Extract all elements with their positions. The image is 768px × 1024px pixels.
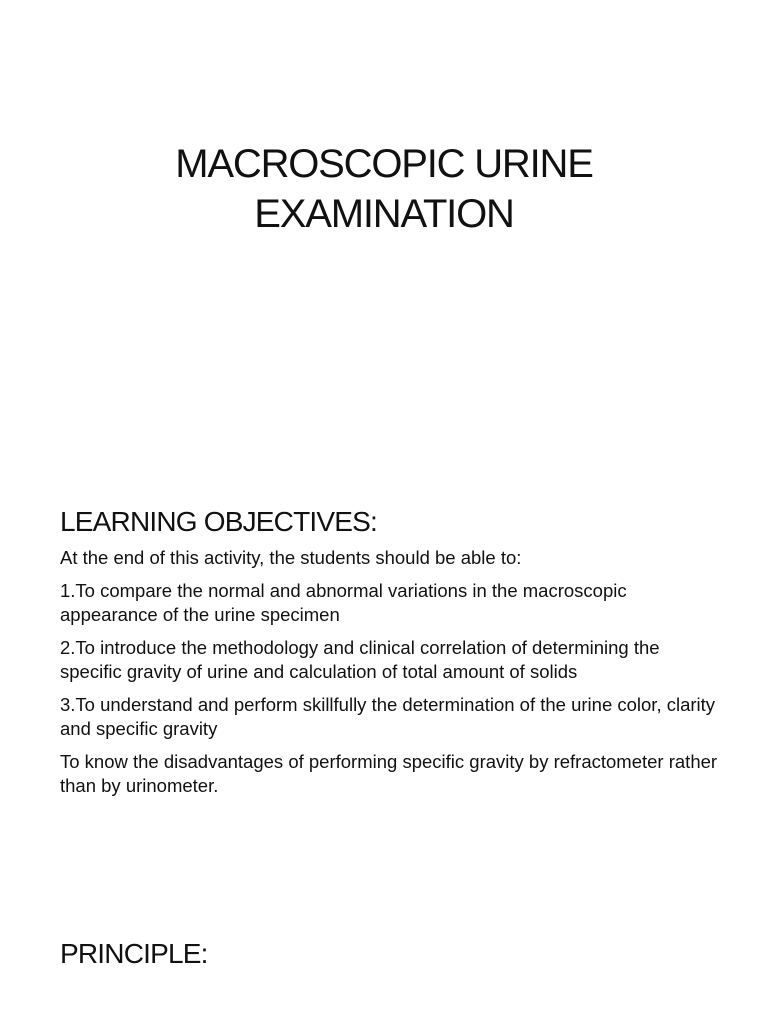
page-title [0, 139, 768, 239]
title-line-2: EXAMINATION [254, 191, 514, 236]
objectives-intro: At the end of this activity, the students should be able to: [60, 547, 522, 568]
learning-objectives-heading: LEARNING OBJECTIVES: [60, 506, 377, 538]
title-line-1: MACROSCOPIC URINE [175, 141, 593, 186]
objective-item: 3.To understand and perform skillfully the determination of the urine color, clarity and specific gravity [60, 694, 716, 739]
objective-item: 1.To compare the normal and abnormal variations in the macroscopic appearance of the urine specimen [60, 580, 627, 625]
principle-heading: PRINCIPLE: [60, 938, 208, 970]
objective-item: To know the disadvantages of performing specific gravity by refractometer rather than by urinometer. [60, 751, 718, 796]
objective-item: 2.To introduce the methodology and clinical correlation of determining the specific gravity of urine and calculation of total amount of solids [60, 637, 660, 682]
objectives-body [60, 546, 720, 807]
